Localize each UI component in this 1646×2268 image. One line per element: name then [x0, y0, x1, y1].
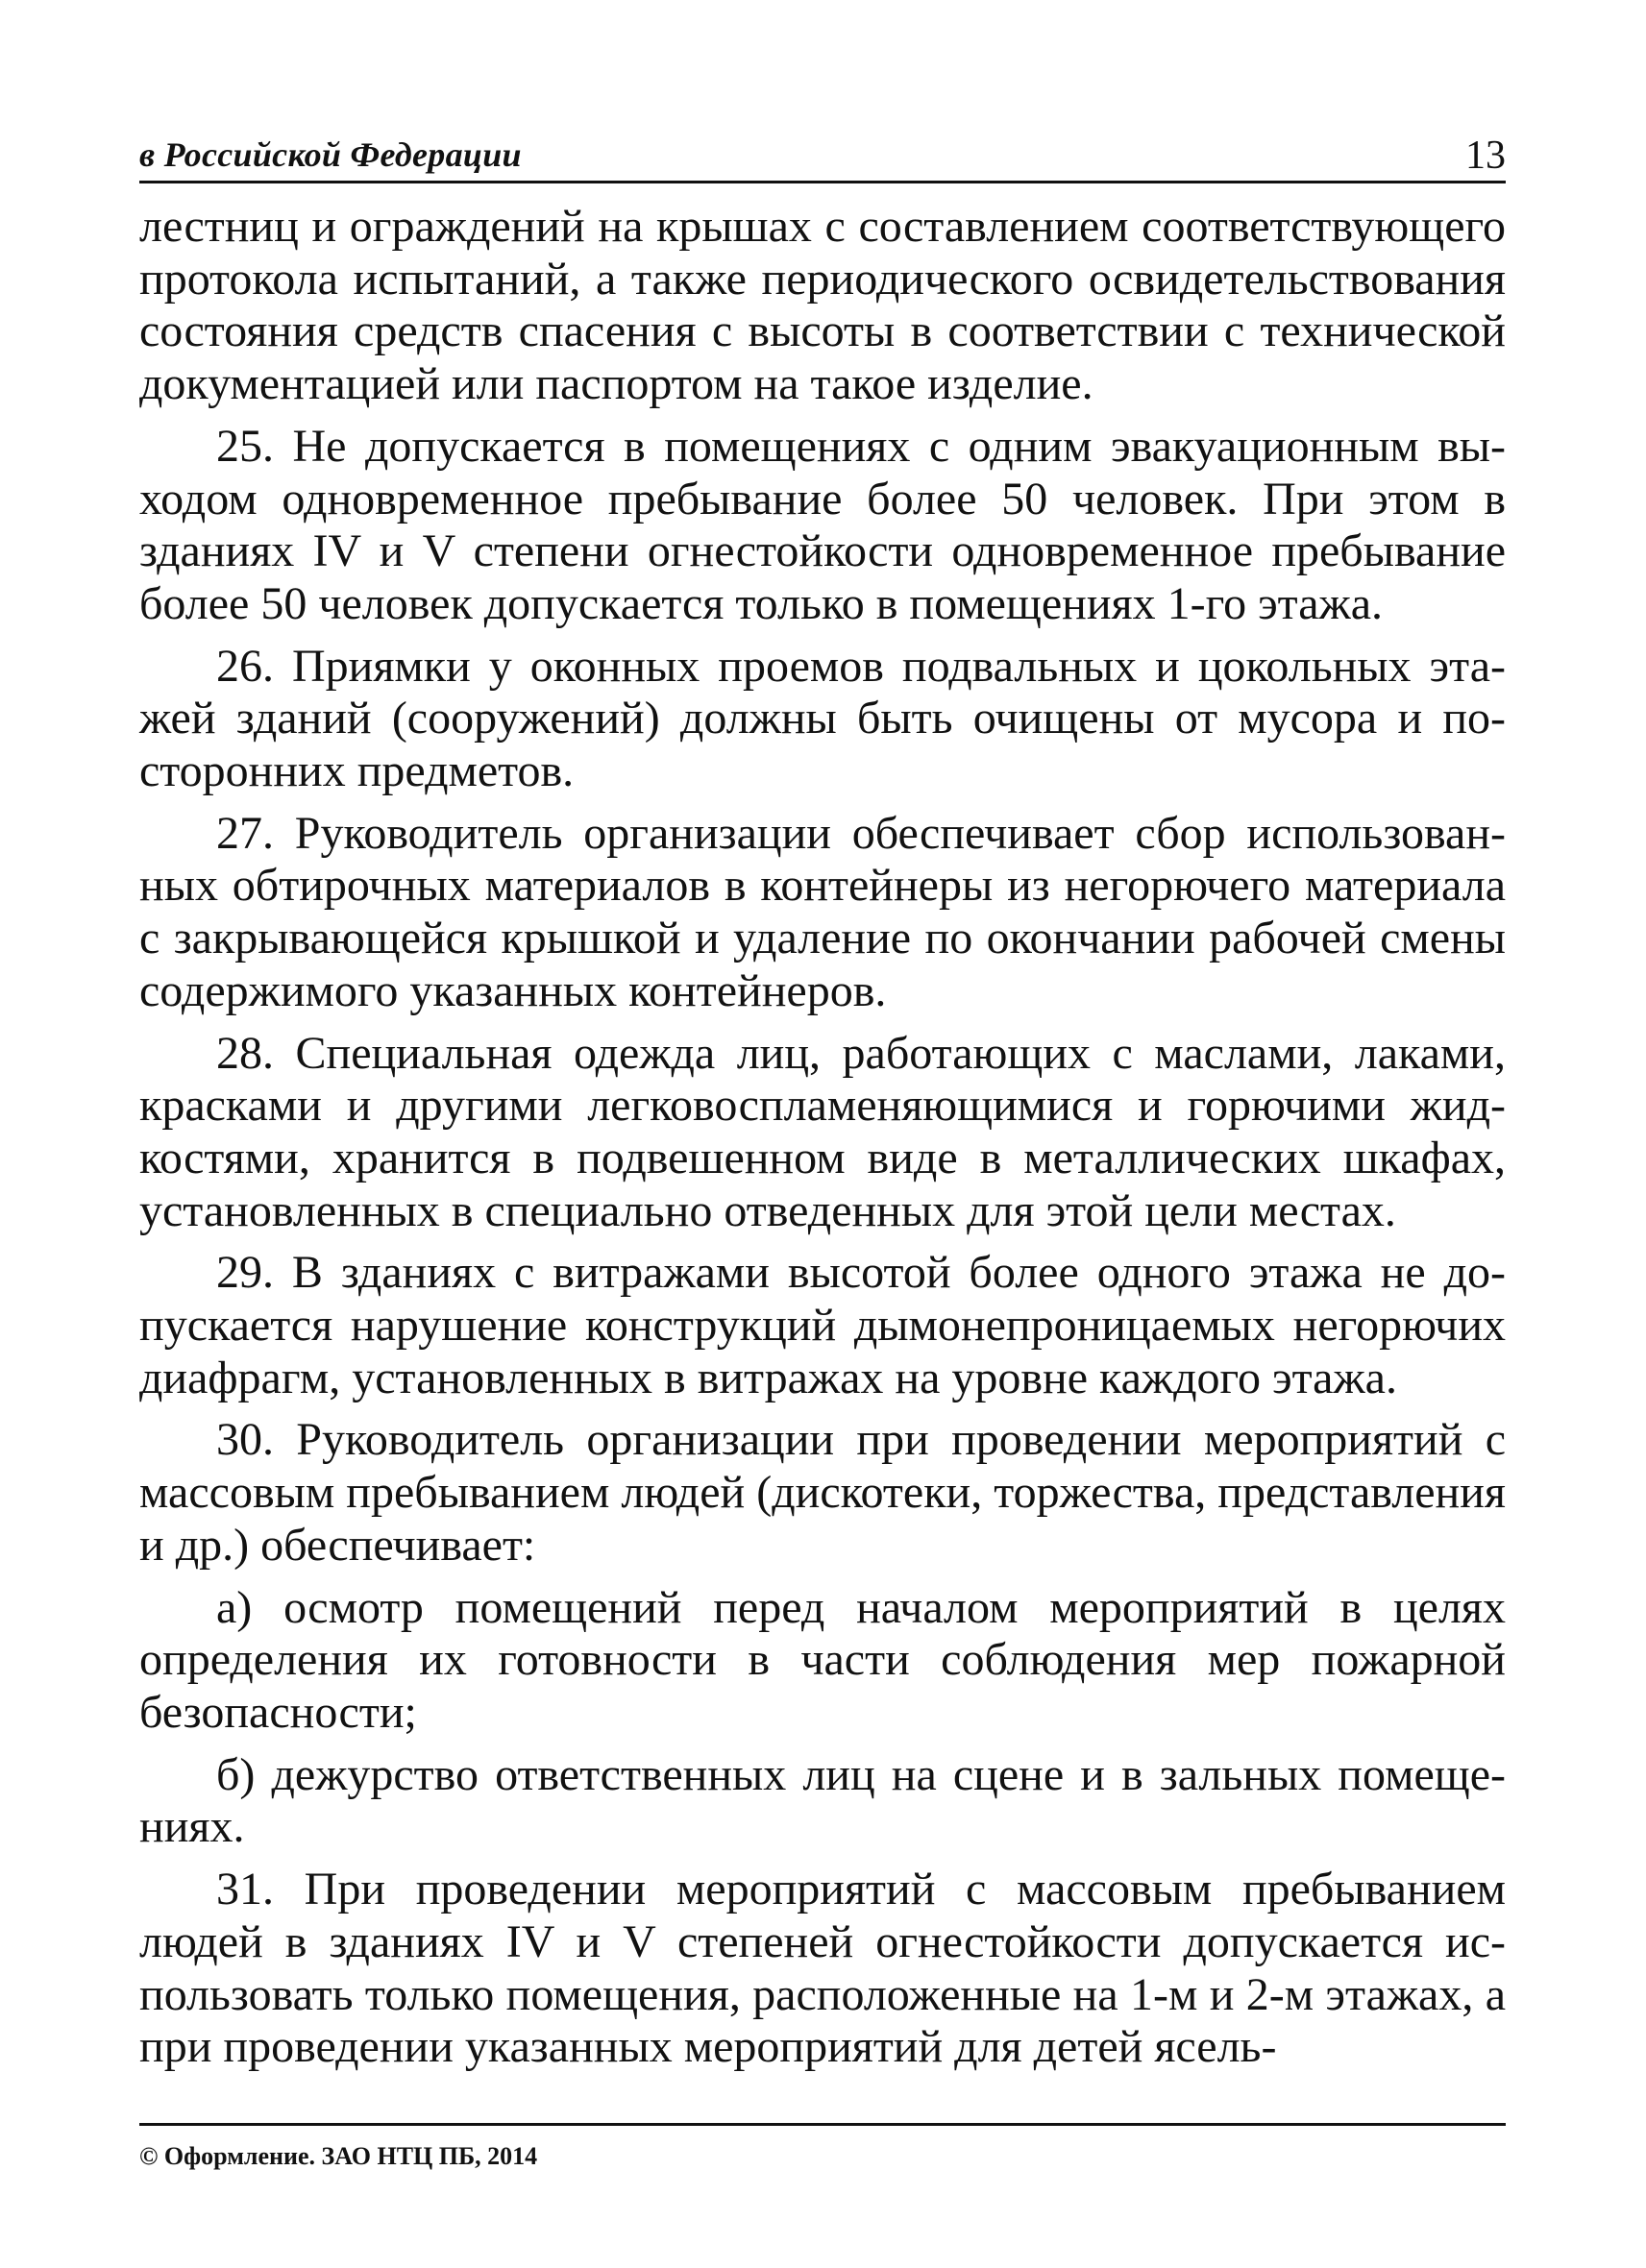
paragraph-continuation: лестниц и ограждений на крышах с составлением соответствующего протокола испытаний, а также периодического освидетельствования состояния средств спасения с высоты в соответствии с технической документацией или паспортом на такое изделие.	[139, 201, 1506, 410]
page-footer	[139, 2123, 1506, 2171]
paragraph-item-25: 25. Не допускается в помещениях с одним эвакуационным выходом одновременное пребывание более 50 человек. При этом в зданиях IV и V степени огнестойкости одновременное пребывание более 50 человек допускается только в помещениях 1-го этажа.	[139, 420, 1506, 629]
paragraph-item-27: 27. Руководитель организации обеспечивает сбор использованных обтирочных материалов в контейнеры из негорючего материала с закрывающейся крышкой и удаление по окончании рабочей смены содержимого указанных контейнеров.	[139, 807, 1506, 1016]
paragraph-item-31: 31. При проведении мероприятий с массовым пребыванием людей в зданиях IV и V степеней огнестойкости допускается использовать только помещения, расположенные на 1-м и 2-м этажах, а при проведении указанных мероприятий для детей ясель-	[139, 1864, 1506, 2073]
page-header	[139, 123, 1506, 183]
body-text	[139, 201, 1506, 2074]
paragraph-item-28: 28. Специальная одежда лиц, работающих с маслами, лаками, красками и другими легковоспламеняющимися и горючими жидкостями, хранится в подвешенном виде в металлических шкафах, установленных в специально отведенных для этой цели местах.	[139, 1027, 1506, 1236]
page-number: 13	[1465, 134, 1506, 178]
paragraph-item-30: 30. Руководитель организации при проведении мероприятий с массовым пребыванием людей (дискотеки, торжества, представления и др.) обеспечивает:	[139, 1414, 1506, 1571]
paragraph-item-29: 29. В зданиях с витражами высотой более одного этажа не допускается нарушение конструкций дымонепроницаемых негорючих диафрагм, установленных в витражах на уровне каждого этажа.	[139, 1247, 1506, 1403]
running-title: в Российской Федерации	[139, 135, 522, 174]
paragraph-item-26: 26. Приямки у оконных проемов подвальных и цокольных этажей зданий (сооружений) должны быть очищены от мусора и посторонних предметов.	[139, 640, 1506, 797]
paragraph-subitem-b: б) дежурство ответственных лиц на сцене и в зальных помещениях.	[139, 1748, 1506, 1853]
paragraph-subitem-a: а) осмотр помещений перед началом мероприятий в целях определения их готовности в части соблюдения мер пожарной безопасности;	[139, 1581, 1506, 1738]
copyright-notice: © Оформление. ЗАО НТЦ ПБ, 2014	[139, 2142, 538, 2170]
